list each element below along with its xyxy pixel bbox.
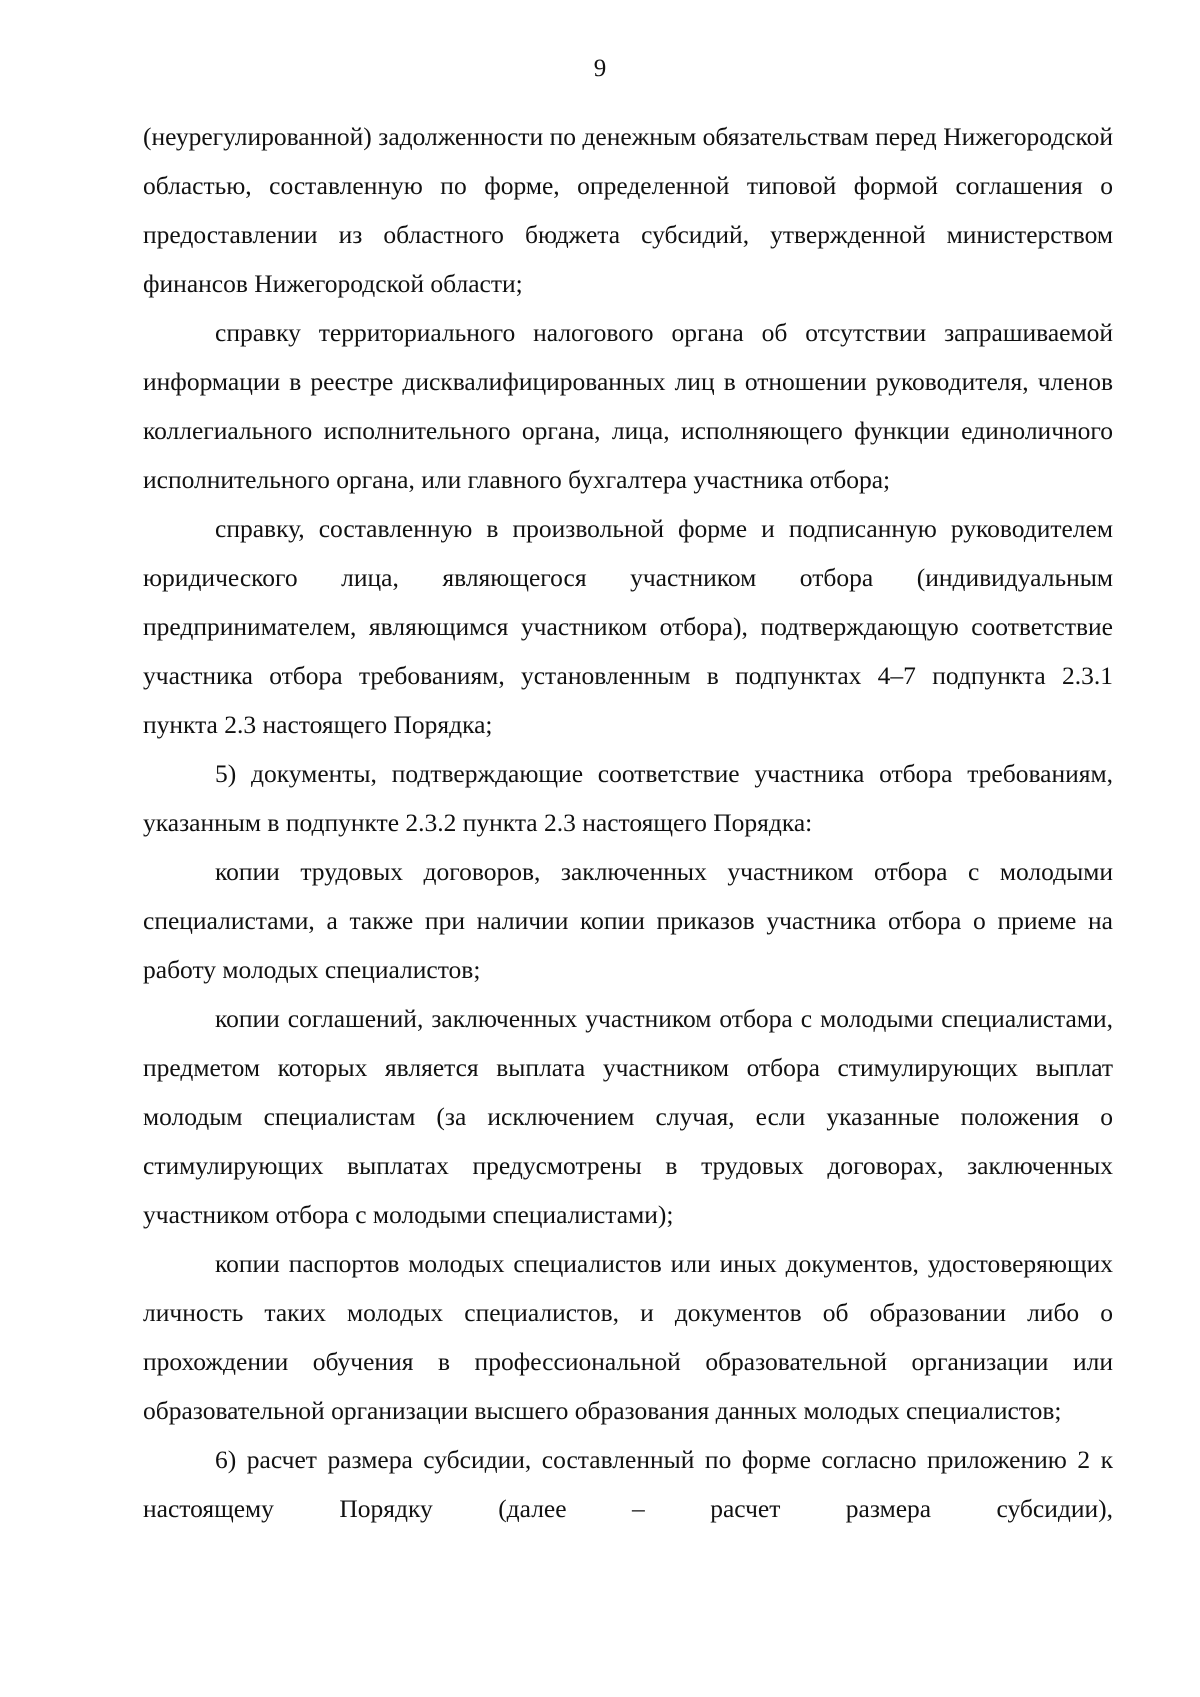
paragraph-incentive-agreements: копии соглашений, заключенных участником отбора с молодыми специалистами, предметом которых является выплата участником отбора стимулирующих выплат молодым специалистам (за исключением случая, если указанные положения о стимулирующих выплатах предусмотрены в трудовых договорах, заключенных участником отбора с молодыми специалистами); bbox=[143, 1004, 1113, 1229]
paragraph-item-6-subsidy-calculation: 6) расчет размера субсидии, составленный по форме согласно приложению 2 к настоящему Порядку (далее – расчет размера субсидии), bbox=[143, 1445, 1113, 1523]
page-number: 9 bbox=[593, 55, 607, 82]
document-body bbox=[143, 112, 1113, 1533]
paragraph-compliance-certificate: справку, составленную в произвольной форме и подписанную руководителем юридического лица, являющегося участником отбора (индивидуальным предпринимателем, являющимся участником отбора), подтверждающую соответствие участника отбора требованиям, установленным в подпунктах 4–7 подпункта 2.3.1 пункта 2.3 настоящего Порядка; bbox=[143, 514, 1113, 739]
paragraph-item-5-documents: 5) документы, подтверждающие соответствие участника отбора требованиям, указанным в подпункте 2.3.2 пункта 2.3 настоящего Порядка: bbox=[143, 759, 1113, 837]
paragraph-debt-certificate: (неурегулированной) задолженности по денежным обязательствам перед Нижегородской областью, составленную по форме, определенной типовой формой соглашения о предоставлении из областного бюджета субсидий, утвержденной министерством финансов Нижегородской области; bbox=[143, 122, 1113, 298]
paragraph-labor-contracts: копии трудовых договоров, заключенных участником отбора с молодыми специалистами, а также при наличии копии приказов участника отбора о приеме на работу молодых специалистов; bbox=[143, 857, 1113, 984]
paragraph-disqualified-registry-certificate: справку территориального налогового органа об отсутствии запрашиваемой информации в реестре дисквалифицированных лиц в отношении руководителя, членов коллегиального исполнительного органа, лица, исполняющего функции единоличного исполнительного органа, или главного бухгалтера участника отбора; bbox=[143, 318, 1113, 494]
paragraph-passport-copies: копии паспортов молодых специалистов или иных документов, удостоверяющих личность таких молодых специалистов, и документов об образовании либо о прохождении обучения в профессиональной образовательной организации или образовательной организации высшего образования данных молодых специалистов; bbox=[143, 1249, 1113, 1425]
